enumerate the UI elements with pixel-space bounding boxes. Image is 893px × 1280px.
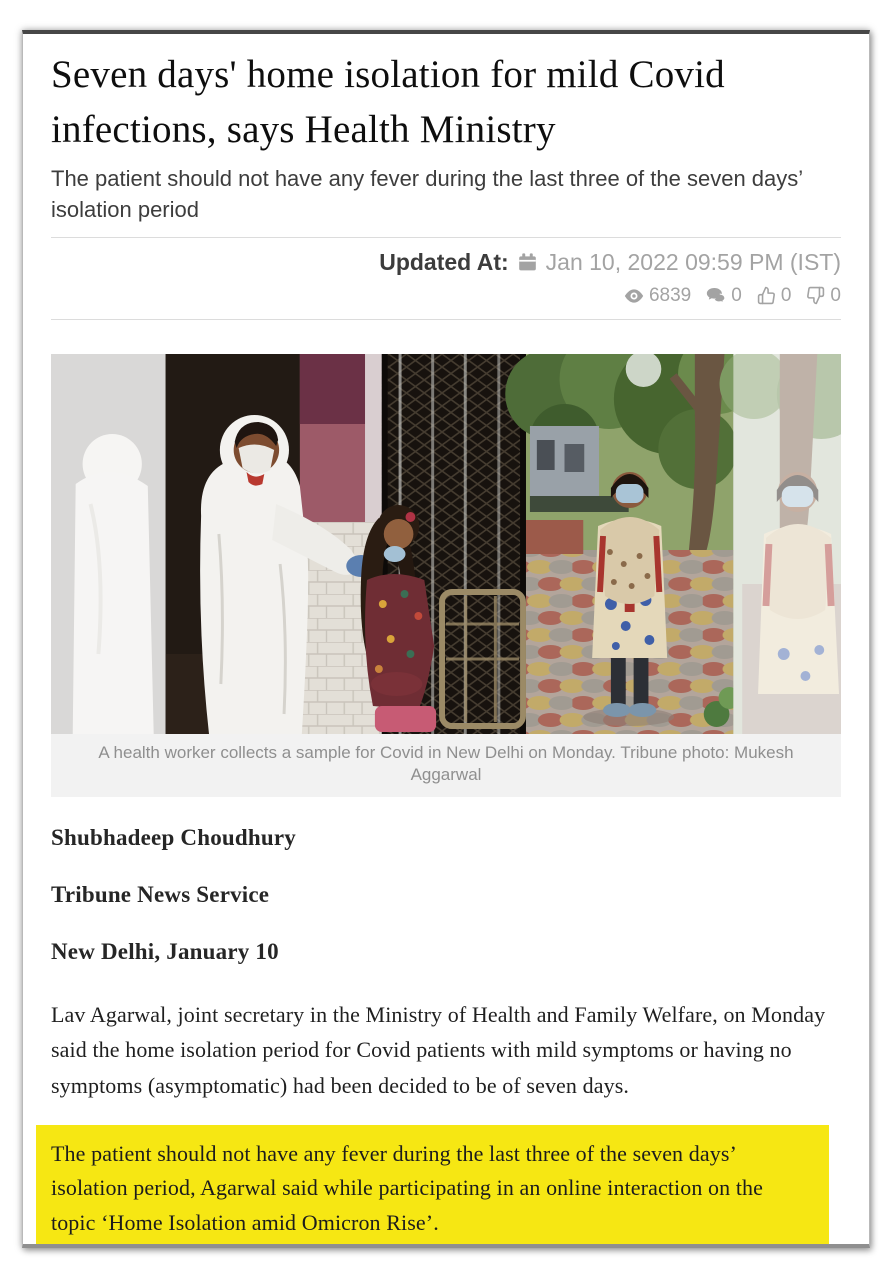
dislikes-button[interactable] <box>806 285 841 307</box>
views-stat <box>624 285 691 307</box>
author-byline: Shubhadeep Choudhury <box>51 824 296 850</box>
article-card <box>22 30 870 1248</box>
article-photo-illustration <box>51 354 841 734</box>
stats-row <box>51 285 841 307</box>
dislikes-count: 0 <box>830 284 841 306</box>
article-photo <box>51 354 841 797</box>
article-subtitle: The patient should not have any fever during the last three of the seven days’ isolation period <box>51 166 803 222</box>
article-meta <box>51 238 841 319</box>
likes-button[interactable] <box>757 285 792 307</box>
eye-icon <box>624 289 644 303</box>
likes-count: 0 <box>780 284 792 306</box>
comments-stat[interactable] <box>706 285 742 307</box>
agency-byline: Tribune News Service <box>51 881 270 907</box>
dateline: New Delhi, January 10 <box>51 938 279 964</box>
body-paragraph: Lav Agarwal, joint secretary in the Ministry of Health and Family Welfare, on Monday said the home isolation period for Covid patients with mild symptoms or having no symptoms (asymptomatic) had been decided to be of seven days. <box>51 1001 826 1099</box>
comments-icon <box>706 287 726 304</box>
highlighted-paragraph: The patient should not have any fever during the last three of the seven days’ isolation period, Agarwal said while participating in an online interaction on the topic ‘Home Isolation amid Omicron Rise’. <box>36 1125 829 1248</box>
thumb-down-icon <box>806 286 825 305</box>
updated-at-label: Updated At: <box>379 248 509 275</box>
article-headline: Seven days' home isolation for mild Covid infections, says Health Ministry <box>51 53 725 151</box>
updated-at-value: Jan 10, 2022 09:59 PM (IST) <box>545 248 841 275</box>
photo-left-faded-strip <box>51 354 166 734</box>
calendar-icon <box>517 252 538 273</box>
photo-caption: A health worker collects a sample for Covid in New Delhi on Monday. Tribune photo: Mukesh Aggarwal <box>51 734 841 797</box>
updated-at-row <box>51 249 841 276</box>
divider-meta <box>51 319 841 320</box>
comments-count: 0 <box>731 284 742 306</box>
views-count: 6839 <box>648 284 692 306</box>
photo-right-faded-strip <box>720 354 841 734</box>
thumb-up-icon <box>757 286 776 305</box>
